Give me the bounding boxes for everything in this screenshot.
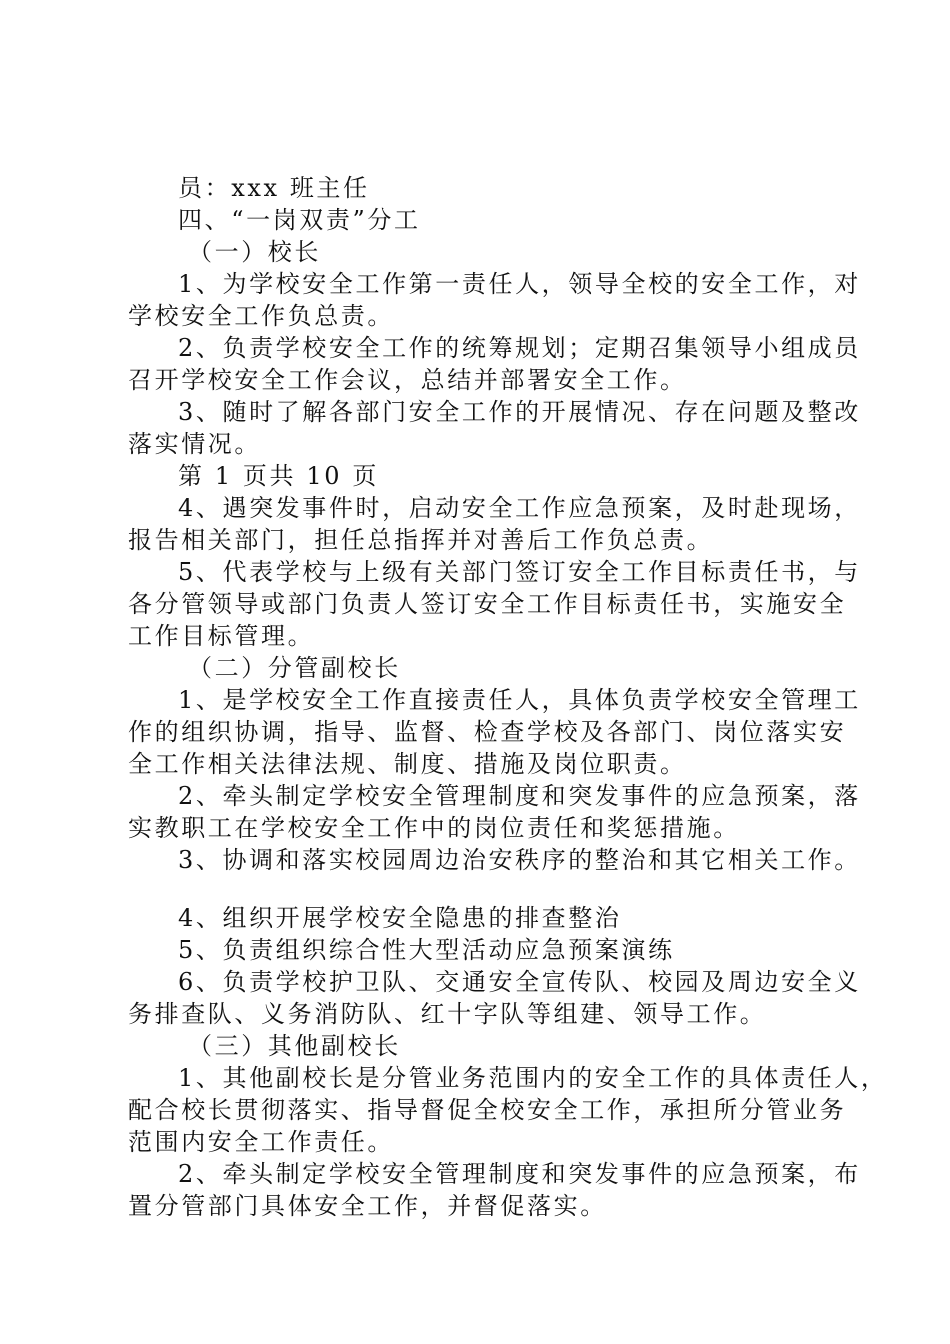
text-line: 4、组织开展学校安全隐患的排查整治 (178, 904, 622, 932)
text-line: 6、负责学校护卫队、交通安全宣传队、校园及周边安全义 (178, 968, 861, 996)
text-line: 工作目标管理。 (128, 622, 315, 650)
text-line: 3、随时了解各部门安全工作的开展情况、存在问题及整改 (178, 398, 861, 426)
section-heading: 四、“一岗双责”分工 (178, 206, 421, 234)
text-line: 1、为学校安全工作第一责任人，领导全校的安全工作，对 (178, 270, 861, 298)
text-line: 作的组织协调，指导、监督、检查学校及各部门、岗位落实安 (128, 718, 847, 746)
document-body (128, 172, 888, 1222)
text-line: 3、协调和落实校园周边治安秩序的整治和其它相关工作。 (178, 846, 861, 874)
text-line: 范围内安全工作责任。 (128, 1128, 394, 1156)
subsection-heading: （三）其他副校长 (188, 1032, 401, 1060)
text-line: 2、牵头制定学校安全管理制度和突发事件的应急预案，布 (178, 1160, 861, 1188)
subsection-heading: （一）校长 (188, 238, 321, 266)
subsection-heading: （二）分管副校长 (188, 654, 401, 682)
text-line: 2、负责学校安全工作的统筹规划；定期召集领导小组成员 (178, 334, 861, 362)
text-line: 4、遇突发事件时，启动安全工作应急预案，及时赴现场， (178, 494, 861, 522)
text-line: 5、负责组织综合性大型活动应急预案演练 (178, 936, 675, 964)
text-line: 学校安全工作负总责。 (128, 302, 394, 330)
text-line: 1、其他副校长是分管业务范围内的安全工作的具体责任人， (178, 1064, 888, 1092)
text-line: 员：xxx 班主任 (178, 174, 370, 202)
page-number: 第 1 页共 10 页 (178, 462, 379, 490)
text-line: 配合校长贯彻落实、指导督促全校安全工作，承担所分管业务 (128, 1096, 847, 1124)
text-line: 各分管领导或部门负责人签订安全工作目标责任书，实施安全 (128, 590, 847, 618)
text-line: 召开学校安全工作会议，总结并部署安全工作。 (128, 366, 687, 394)
text-line: 置分管部门具体安全工作，并督促落实。 (128, 1192, 607, 1220)
text-line: 报告相关部门，担任总指挥并对善后工作负总责。 (128, 526, 714, 554)
text-line: 全工作相关法律法规、制度、措施及岗位职责。 (128, 750, 687, 778)
text-line: 落实情况。 (128, 430, 261, 458)
text-line: 务排查队、义务消防队、红十字队等组建、领导工作。 (128, 1000, 767, 1028)
text-line: 2、牵头制定学校安全管理制度和突发事件的应急预案，落 (178, 782, 861, 810)
blank-line (128, 876, 833, 902)
text-line: 实教职工在学校安全工作中的岗位责任和奖惩措施。 (128, 814, 740, 842)
text-line: 5、代表学校与上级有关部门签订安全工作目标责任书，与 (178, 558, 861, 586)
text-line: 1、是学校安全工作直接责任人，具体负责学校安全管理工 (178, 686, 861, 714)
